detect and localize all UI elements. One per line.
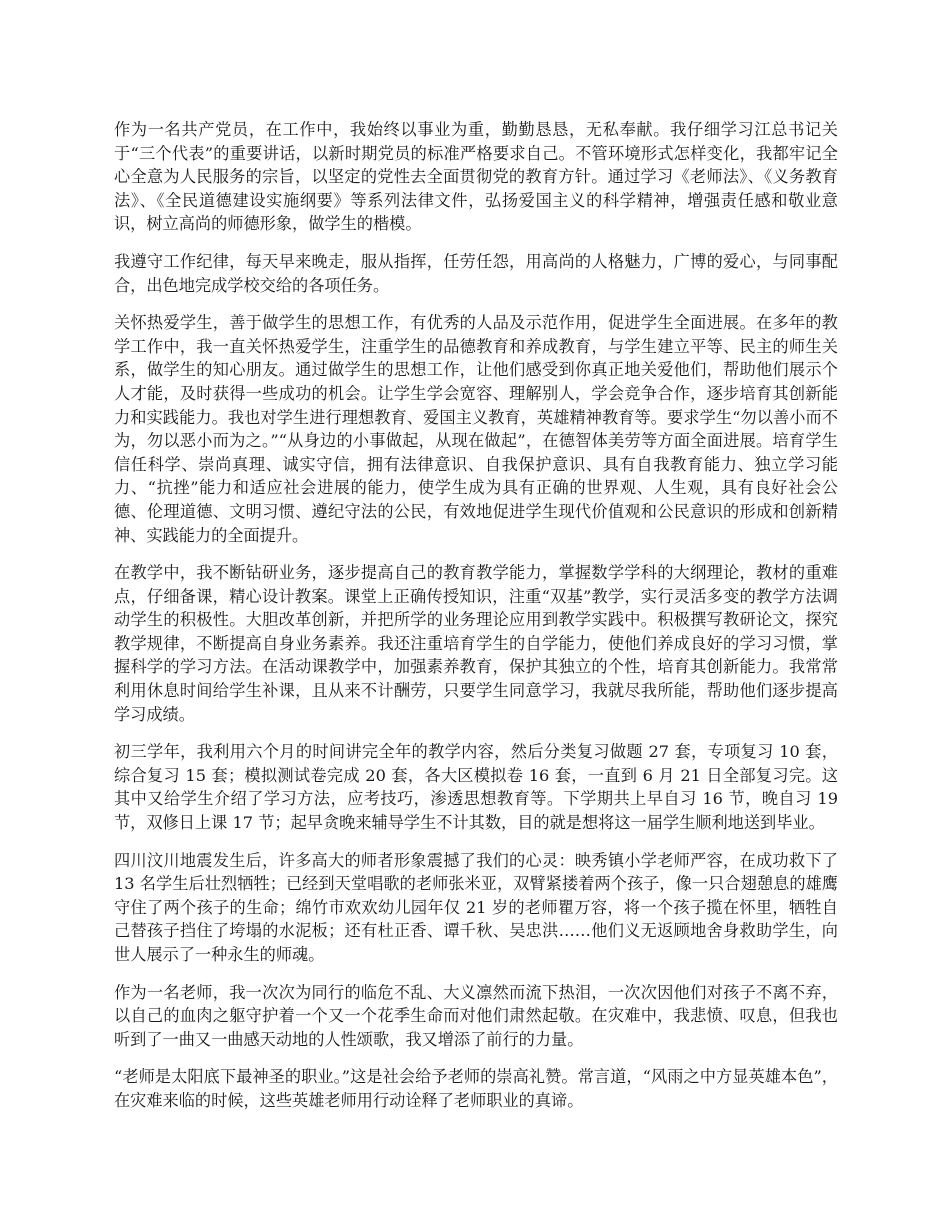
paragraph-party-member: 作为一名共产党员，在工作中，我始终以事业为重，勤勤恳恳，无私奉献。我仔细学习江总书记关于“三个代表”的重要讲话，以新时期党员的标准严格要求自己。不管环境形式怎样变化，我都牢记全心全意为人民服务的宗旨，以坚定的党性去全面贯彻党的教育方针。通过学习《老师法》、《义务教育法》、《全民道德建设实施纲要》等系列法律文件，弘扬爱国主义的科学精神，增强责任感和敬业意识，树立高尚的师德形象，做学生的楷模。 — [114, 120, 838, 234]
paragraph-teaching: 在教学中，我不断钻研业务，逐步提高自己的教育教学能力，掌握数学学科的大纲理论，教材的重难点，仔细备课，精心设计教案。课堂上正确传授知识，注重“双基”教学，实行灵活多变的教学方法调动学生的积极性。大胆改革创新，并把所学的业务理论应用到教学实践中。积极撰写教研论文，探究教学规律，不断提高自身业务素养。我还注重培育学生的自学能力，使他们养成良好的学习习惯，掌握科学的学习方法。在活动课教学中，加强素养教育，保护其独立的个性，培育其创新能力。我常常利用休息时间给学生补课，且从来不计酬劳，只要学生同意学习，我就尽我所能，帮助他们逐步提高学习成绩。 — [114, 563, 838, 724]
paragraph-grade-nine-review: 初三学年，我利用六个月的时间讲完全年的教学内容，然后分类复习做题 27 套，专项复习 10 套，综合复习 15 套；模拟测试卷完成 20 套，各大区模拟卷 16 套，一直到 6 月 21 日全部复习完。这其中又给学生介绍了学习方法，应考技巧，渗透思想教育等。下学期共上早自习 16 节，晚自习 19 节，双修日上课 17 节；起早贪晚来辅导学生不计其数，目的就是想将这一届学生顺利地送到毕业。 — [114, 742, 838, 833]
paragraph-care-students: 关怀热爱学生，善于做学生的思想工作，有优秀的人品及示范作用，促进学生全面进展。在多年的教学工作中，我一直关怀热爱学生，注重学生的品德教育和养成教育，与学生建立平等、民主的师生关系，做学生的知心朋友。通过做学生的思想工作，让他们感受到你真正地关爱他们，帮助他们展示个人才能，及时获得一些成功的机会。让学生学会宽容、理解别人，学会竞争合作，逐步培育其创新能力和实践能力。我也对学生进行理想教育、爱国主义教育，英雄精神教育等。要求学生“勿以善小而不为，勿以恶小而为之。”“从身边的小事做起，从现在做起”，在德智体美劳等方面全面进展。培育学生信任科学、崇尚真理、诚实守信，拥有法律意识、自我保护意识、具有自我教育能力、独立学习能力、“抗挫”能力和适应社会进展的能力，使学生成为具有正确的世界观、人生观，具有良好社会公德、伦理道德、文明习惯、遵纪守法的公民，有效地促进学生现代价值观和公民意识的形成和创新精神、实践能力的全面提升。 — [114, 313, 838, 545]
paragraph-work-discipline: 我遵守工作纪律，每天早来晚走，服从指挥，任劳任怨，用高尚的人格魅力，广博的爱心，与同事配合，出色地完成学校交给的各项任务。 — [114, 251, 838, 295]
paragraph-earthquake-teachers: 四川汶川地震发生后，许多高大的师者形象震撼了我们的心灵：映秀镇小学老师严容，在成功救下了 13 名学生后壮烈牺牲；已经到天堂唱歌的老师张米亚，双臂紧搂着两个孩子，像一只合翅憩息的雄鹰守住了两个孩子的生命；绵竹市欢欢幼儿园年仅 21 岁的老师瞿万容，将一个孩子揽在怀里，牺牲自己替孩子挡住了垮塌的水泥板；还有杜正香、谭千秋、吴忠洪……他们义无返顾地舍身救助学生，向世人展示了一种永生的师魂。 — [114, 850, 838, 964]
paragraph-as-a-teacher: 作为一名老师，我一次次为同行的临危不乱、大义凛然而流下热泪，一次次因他们对孩子不离不弃，以自己的血肉之躯守护着一个又一个花季生命而对他们肃然起敬。在灾难中，我悲愤、叹息，但我也听到了一曲又一曲感天动地的人性颂歌，我又增添了前行的力量。 — [114, 982, 838, 1049]
paragraph-sacred-profession: “老师是太阳底下最神圣的职业。”这是社会给予老师的崇高礼赞。常言道，“风雨之中方显英雄本色”，在灾难来临的时候，这些英雄老师用行动诠释了老师职业的真谛。 — [114, 1067, 838, 1110]
document-page — [114, 118, 838, 1127]
